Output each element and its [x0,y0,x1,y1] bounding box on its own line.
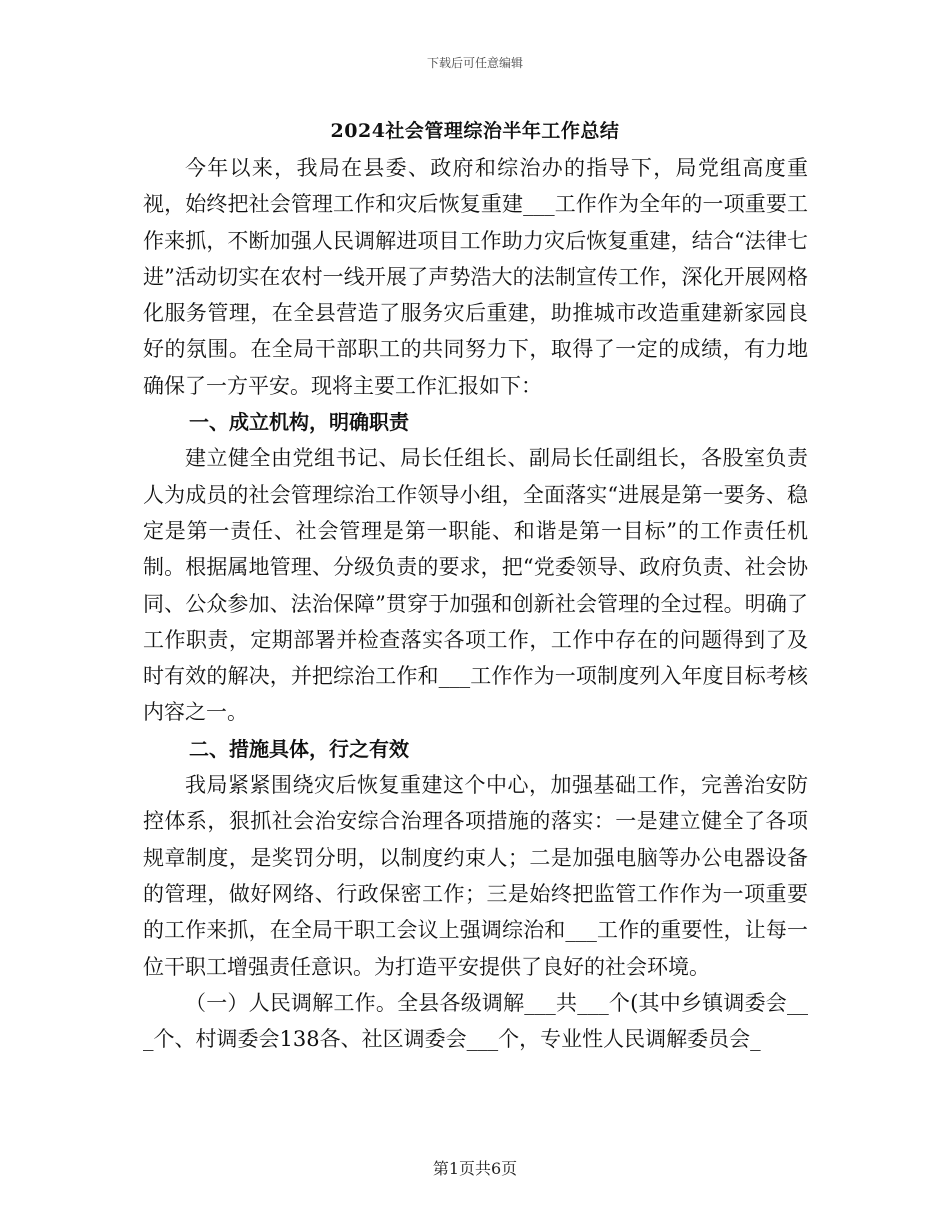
paragraph-intro: 今年以来，我局在县委、政府和综治办的指导下，局党组高度重视，始终把社会管理工作和灾后恢复重建___工作作为全年的一项重要工作来抓，不断加强人民调解进项目工作助力灾后恢复重建，结合“法律七进”活动切实在农村一线开展了声势浩大的法制宣传工作，深化开展网格化服务管理，在全县营造了服务灾后重建，助推城市改造重建新家园良好的氛围。在全局干部职工的共同努力下，取得了一定的成绩，有力地确保了一方平安。现将主要工作汇报如下： [143,156,808,398]
paragraph-section-1: 建立健全由党组书记、局长任组长、副局长任副组长，各股室负责人为成员的社会管理综治工作领导小组，全面落实“进展是第一要务、稳定是第一责任、社会管理是第一职能、和谐是第一目标”的工作责任机制。根据属地管理、分级负责的要求，把“党委领导、政府负责、社会协同、公众参加、法治保障”贯穿于加强和创新社会管理的全过程。明确了工作职责，定期部署并检查落实各项工作，工作中存在的问题得到了及时有效的解决，并把综治工作和___工作作为一项制度列入年度目标考核内容之一。 [143,446,808,725]
paragraph-section-2: 我局紧紧围绕灾后恢复重建这个中心，加强基础工作，完善治安防控体系，狠抓社会治安综合治理各项措施的落实：一是建立健全了各项规章制度，是奖罚分明，以制度约束人；二是加强电脑等办公电器设备的管理，做好网络、行政保密工作；三是始终把监管工作作为一项重要的工作来抓，在全局干职工会议上强调综治和___工作的重要性，让每一位干职工增强责任意识。为打造平安提供了良好的社会环境。 [143,773,808,979]
document-body [143,150,808,1057]
paragraph-subsection-1: （一）人民调解工作。全县各级调解___共___个(其中乡镇调委会___个、村调委会138各、社区调委会___个，专业性人民调解委员会_ [143,990,808,1052]
header-note: 下载后可任意编辑 [426,56,523,70]
page-number: 第1页共6页 [432,1159,518,1178]
section-heading-1: 一、成立机构，明确职责 [189,410,409,435]
document-title: 2024社会管理综治半年工作总结 [330,120,620,142]
section-heading-2: 二、措施具体，行之有效 [189,736,409,761]
